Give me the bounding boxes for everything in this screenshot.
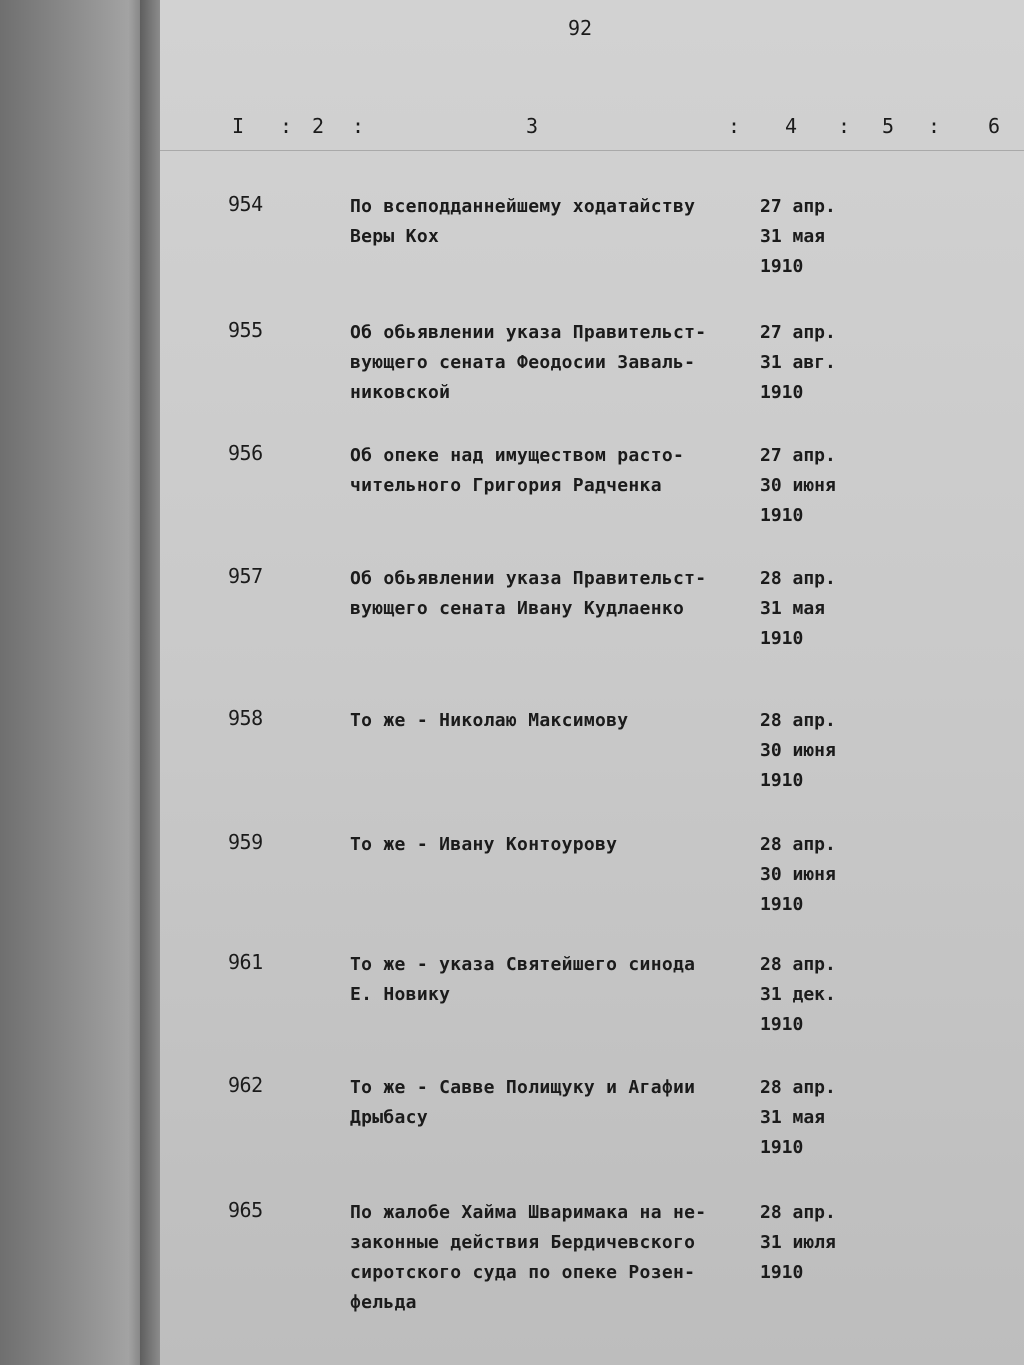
entry-dates — [760, 192, 870, 282]
entry-dates — [760, 950, 870, 1040]
entry-title-line: Дрыбасу — [350, 1107, 428, 1128]
entry-dates — [760, 318, 870, 408]
entry-number: 958 — [228, 706, 263, 730]
entry-year: 1910 — [760, 628, 804, 649]
entry-year: 1910 — [760, 770, 804, 791]
entry-row — [160, 1073, 1024, 1183]
entry-date-end: 30 июня — [760, 475, 836, 496]
entry-number: 962 — [228, 1073, 263, 1097]
entry-row — [160, 1198, 1024, 1328]
entry-title-line: вующего сената Ивану Кудлаенко — [350, 598, 685, 619]
entry-number: 954 — [228, 192, 263, 216]
entry-title — [350, 192, 750, 252]
entry-title-line: никовской — [350, 382, 451, 403]
entry-row — [160, 564, 1024, 674]
entry-title-line: То же - указа Святейшего синода — [350, 954, 696, 975]
entry-title — [350, 950, 750, 1010]
entry-year: 1910 — [760, 382, 804, 403]
page-number: 92 — [567, 16, 593, 40]
column-separator: : — [352, 114, 365, 138]
entry-date-start: 28 апр. — [760, 568, 836, 589]
entry-title-line: Об обьявлении указа Правительст- — [350, 568, 707, 589]
entry-number: 959 — [228, 830, 263, 854]
entry-title-line: По всеподданнейшему ходатайству — [350, 196, 696, 217]
entry-year: 1910 — [760, 505, 804, 526]
column-header-2: 2 — [312, 114, 325, 138]
column-separator: : — [728, 114, 741, 138]
entry-title-line: То же - Савве Полищуку и Агафии — [350, 1077, 696, 1098]
entry-date-end: 31 июля — [760, 1232, 836, 1253]
column-header-5: 5 — [882, 114, 895, 138]
entry-title-line: законные действия Бердичевского — [350, 1232, 696, 1253]
entry-title — [350, 318, 750, 408]
entry-year: 1910 — [760, 1262, 804, 1283]
column-separator: : — [928, 114, 941, 138]
facing-page-edge — [0, 0, 146, 1365]
entry-number: 956 — [228, 441, 263, 465]
entry-number: 957 — [228, 564, 263, 588]
entry-title-line: чительного Григория Радченка — [350, 475, 662, 496]
entry-title — [350, 441, 750, 501]
column-separator: : — [280, 114, 293, 138]
entry-year: 1910 — [760, 894, 804, 915]
entry-dates — [760, 706, 870, 796]
column-header-1: I — [232, 114, 245, 138]
entry-title-line: вующего сената Феодосии Заваль- — [350, 352, 696, 373]
document-page — [160, 0, 1024, 1365]
entry-title-line: То же - Ивану Контоурову — [350, 834, 618, 855]
entry-dates — [760, 441, 870, 531]
entry-date-start: 28 апр. — [760, 1202, 836, 1223]
entry-title — [350, 1073, 750, 1133]
entry-title-line: Е. Новику — [350, 984, 451, 1005]
entry-dates — [760, 830, 870, 920]
entry-title-line: Об обьявлении указа Правительст- — [350, 322, 707, 343]
entry-date-end: 31 мая — [760, 598, 826, 619]
entry-date-start: 28 апр. — [760, 1077, 836, 1098]
column-header-3: 3 — [526, 114, 539, 138]
column-header-6: 6 — [988, 114, 1001, 138]
entry-date-end: 31 мая — [760, 226, 826, 247]
entry-title-line: сиротского суда по опеке Розен- — [350, 1262, 696, 1283]
entry-date-start: 28 апр. — [760, 710, 836, 731]
entry-date-start: 27 апр. — [760, 196, 836, 217]
entry-title-line: По жалобе Хайма Шваримака на не- — [350, 1202, 707, 1223]
entry-dates — [760, 564, 870, 654]
entry-row — [160, 830, 1024, 940]
column-separator: : — [838, 114, 851, 138]
entry-title — [350, 1198, 750, 1318]
entry-row — [160, 706, 1024, 816]
entry-dates — [760, 1073, 870, 1163]
entry-date-start: 28 апр. — [760, 834, 836, 855]
entry-number: 955 — [228, 318, 263, 342]
entry-dates — [760, 1198, 870, 1288]
entry-date-end: 31 авг. — [760, 352, 836, 373]
entry-title-line: фельда — [350, 1292, 417, 1313]
entry-year: 1910 — [760, 1137, 804, 1158]
entry-date-end: 31 мая — [760, 1107, 826, 1128]
header-rule — [160, 150, 1024, 151]
entry-date-start: 27 апр. — [760, 322, 836, 343]
entry-date-end: 30 июня — [760, 740, 836, 761]
column-header-4: 4 — [785, 114, 798, 138]
entry-title — [350, 564, 750, 624]
entry-row — [160, 441, 1024, 551]
entry-date-end: 30 июня — [760, 864, 836, 885]
entry-row — [160, 950, 1024, 1060]
entry-year: 1910 — [760, 256, 804, 277]
entry-title-line: То же - Николаю Максимову — [350, 710, 629, 731]
entry-date-end: 31 дек. — [760, 984, 836, 1005]
entry-date-start: 28 апр. — [760, 954, 836, 975]
entry-title-line: Веры Кох — [350, 226, 440, 247]
entry-title-line: Об опеке над имуществом расто- — [350, 445, 685, 466]
entry-date-start: 27 апр. — [760, 445, 836, 466]
entry-title — [350, 830, 750, 860]
entry-number: 961 — [228, 950, 263, 974]
entry-number: 965 — [228, 1198, 263, 1222]
entry-year: 1910 — [760, 1014, 804, 1035]
entry-row — [160, 192, 1024, 302]
entry-row — [160, 318, 1024, 428]
entry-title — [350, 706, 750, 736]
